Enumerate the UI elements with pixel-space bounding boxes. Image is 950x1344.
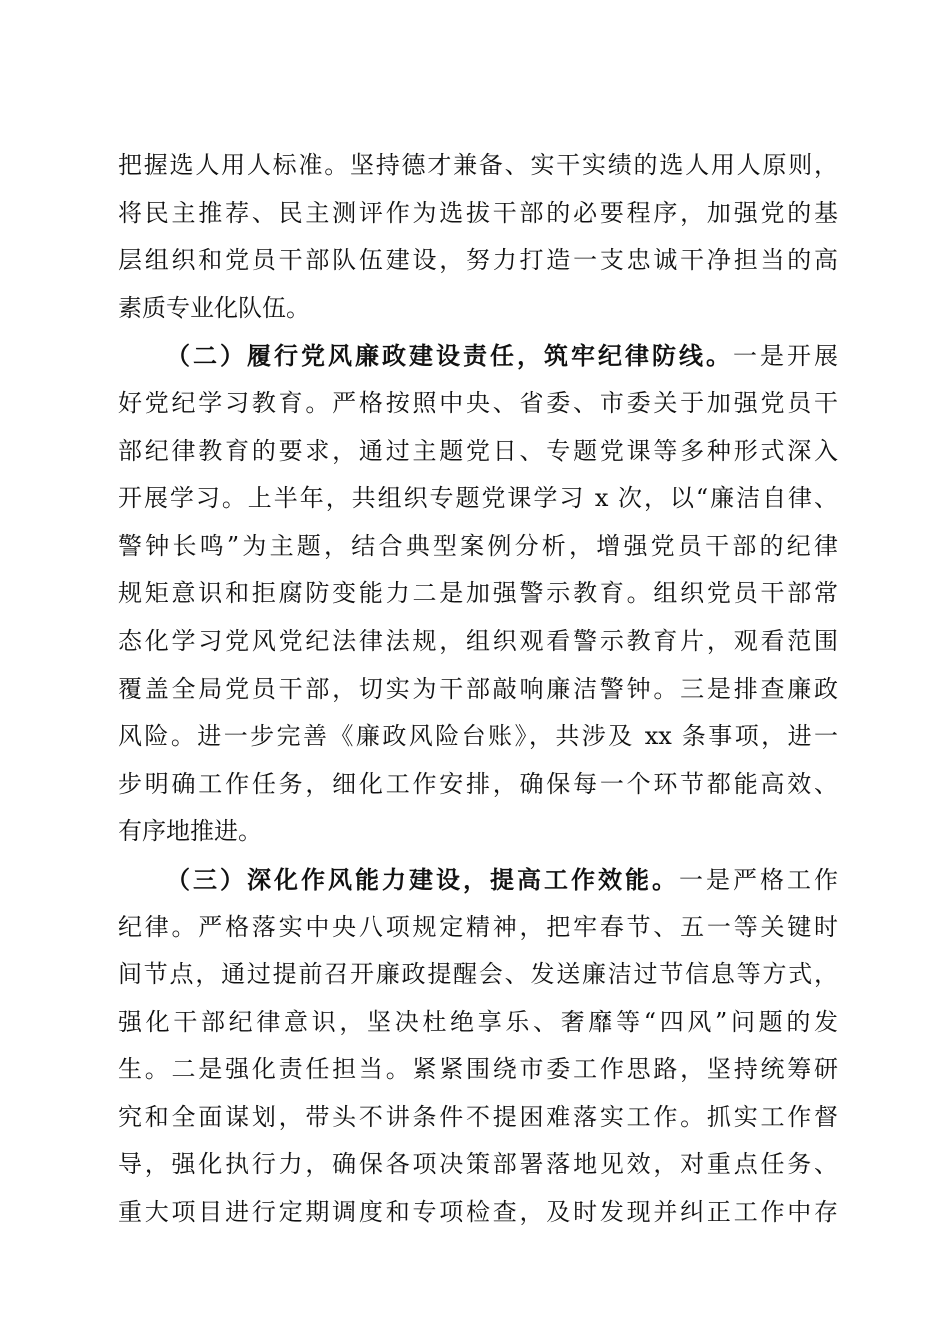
text-line: 警钟长鸣”为主题，结合典型案例分析，增强党员干部的纪律 (118, 531, 838, 560)
section-heading-3: （三）深化作风能力建设，提高工作效能。 (166, 864, 679, 894)
text-line (118, 856, 838, 904)
text-line: 强化干部纪律意识，坚决杜绝享乐、奢靡等“四风”问题的发 (118, 1007, 838, 1036)
text-line: 生。二是强化责任担当。紧紧围绕市委工作思路，坚持统筹研 (118, 1055, 838, 1084)
heading-line-rest: 一是严格工作 (679, 865, 838, 894)
text-line: 好党纪学习教育。严格按照中央、省委、市委关于加强党员干 (118, 388, 838, 417)
text-line: 纪律。严格落实中央八项规定精神，把牢春节、五一等关键时 (118, 912, 838, 941)
text-line: 覆盖全局党员干部，切实为干部敲响廉洁警钟。三是排查廉政 (118, 674, 838, 703)
paragraph-continuation (118, 142, 838, 332)
text-line: 间节点，通过提前召开廉政提醒会、发送廉洁过节信息等方式， (118, 960, 838, 989)
text-line: 有序地推进。 (118, 817, 262, 846)
text-line: 风险。进一步完善《廉政风险台账》，共涉及 xx 条事项，进一 (118, 722, 838, 751)
text-line: 态化学习党风党纪法律法规，组织观看警示教育片，观看范围 (118, 626, 838, 655)
text-line: 素质专业化队伍。 (118, 293, 310, 322)
text-line: 步明确工作任务，细化工作安排，确保每一个环节都能高效、 (118, 769, 838, 798)
text-line: 重大项目进行定期调度和专项检查，及时发现并纠正工作中存 (118, 1198, 838, 1227)
text-line: 把握选人用人标准。坚持德才兼备、实干实绩的选人用人原则， (118, 151, 838, 179)
text-line: 究和全面谋划，带头不讲条件不提困难落实工作。抓实工作督 (118, 1102, 838, 1131)
text-line: 将民主推荐、民主测评作为选拔干部的必要程序，加强党的基 (118, 198, 838, 227)
text-line: 层组织和党员干部队伍建设，努力打造一支忠诚干净担当的高 (118, 246, 838, 275)
paragraph-section-3 (118, 856, 838, 1237)
heading-line-rest: 一是开展 (733, 342, 838, 371)
document-body (118, 142, 838, 1237)
text-line: 开展学习。上半年，共组织专题党课学习 x 次，以“廉洁自律、 (118, 484, 838, 513)
text-line: 导，强化执行力，确保各项决策部署落地见效，对重点任务、 (118, 1150, 838, 1179)
text-line (118, 332, 838, 380)
text-line: 部纪律教育的要求，通过主题党日、专题党课等多种形式深入 (118, 436, 838, 465)
text-line: 规矩意识和拒腐防变能力二是加强警示教育。组织党员干部常 (118, 579, 838, 608)
section-heading-2: （二）履行党风廉政建设责任，筑牢纪律防线。 (166, 341, 733, 371)
paragraph-section-2 (118, 332, 838, 856)
